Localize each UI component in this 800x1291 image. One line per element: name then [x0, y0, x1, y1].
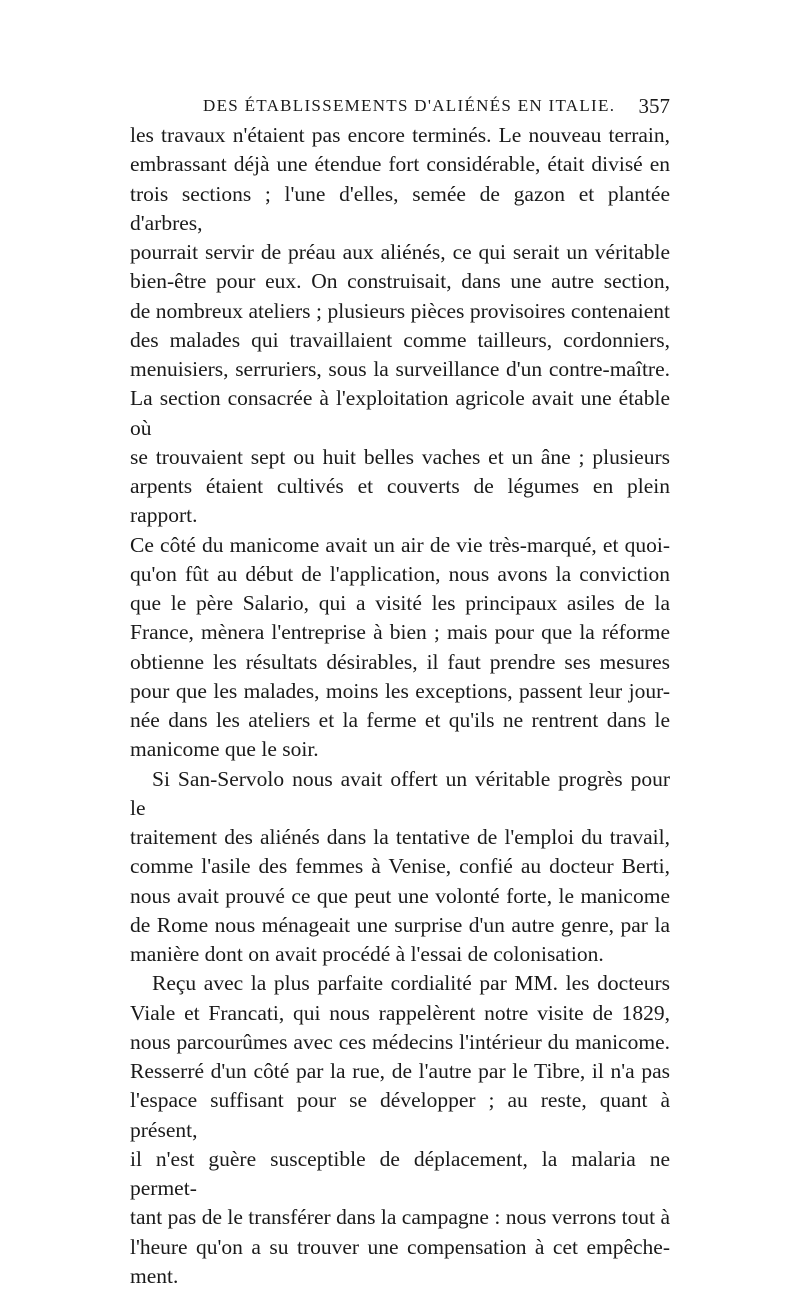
paragraph-3-line-8: l'heure qu'on a su trouver une compensation à cet empêche-	[130, 1234, 670, 1259]
paragraph-2-line-6: manière dont on avait procédé à l'essai de colonisation.	[130, 942, 604, 966]
paragraph-1-line-9: La section consacrée à l'exploitation agricole avait une étable où	[130, 386, 670, 440]
paragraph-1-line-13: qu'on fût au début de l'application, nous avons la conviction	[130, 561, 670, 586]
paragraph-1-line-19: manicome que le soir.	[130, 737, 319, 762]
page-number: 357	[638, 94, 670, 118]
paragraph-1-line-5: bien-être pour eux. On construisait, dans une autre section,	[130, 269, 670, 294]
paragraph-3-line-1: Reçu avec la plus parfaite cordialité par MM. les docteurs	[152, 971, 670, 996]
paragraph-3-line-5: l'espace suffisant pour se développer ; au reste, quant à présent,	[130, 1088, 670, 1142]
paragraph-3-line-2: Viale et Francati, qui nous rappelèrent notre visite de 1829,	[130, 1000, 670, 1025]
paragraph-1-line-3: trois sections ; l'une d'elles, semée de gazon et plantée d'arbres,	[130, 181, 670, 235]
body-text	[130, 121, 670, 1291]
paragraph-1-line-12: Ce côté du manicome avait un air de vie très-marqué, et quoi-	[130, 532, 670, 557]
paragraph-1-line-1: les travaux n'étaient pas encore terminés. Le nouveau terrain,	[130, 123, 670, 147]
running-head	[130, 91, 670, 121]
paragraph-1-line-17: pour que les malades, moins les exceptions, passent leur jour-	[130, 678, 670, 703]
paragraph-1-line-8: menuisiers, serruriers, sous la surveillance d'un contre-maître.	[130, 357, 670, 381]
paragraph-3-line-9: ment.	[130, 1263, 179, 1288]
paragraph-1-line-10: se trouvaient sept ou huit belles vaches et un âne ; plusieurs	[130, 444, 670, 469]
paragraph-2-line-2: traitement des aliénés dans la tentative de l'emploi du travail,	[130, 825, 670, 849]
paragraph-3-line-7: tant pas de le transférer dans la campagne : nous verrons tout à	[130, 1205, 670, 1230]
paragraph-1-line-14: que le père Salario, qui a visité les principaux asiles de la	[130, 591, 670, 615]
paragraph-1-line-4: pourrait servir de préau aux aliénés, ce qui serait un véritable	[130, 240, 670, 264]
running-title: DES ÉTABLISSEMENTS D'ALIÉNÉS EN ITALIE.	[203, 96, 616, 115]
paragraph-2-line-5: de Rome nous ménageait une surprise d'un autre genre, par la	[130, 912, 670, 937]
paragraph-3-line-6: il n'est guère susceptible de déplacement, la malaria ne permet-	[130, 1146, 670, 1200]
paragraph-1-line-7: des malades qui travaillaient comme tailleurs, cordonniers,	[130, 327, 670, 352]
paragraph-1-line-2: embrassant déjà une étendue fort considérable, était divisé en	[130, 152, 670, 177]
paragraph-2-line-1: Si San-Servolo nous avait offert un véritable progrès pour le	[130, 766, 670, 820]
paragraph-3-line-3: nous parcourûmes avec ces médecins l'intérieur du manicome.	[130, 1029, 670, 1054]
paragraph-1-line-6: de nombreux ateliers ; plusieurs pièces provisoires contenaient	[130, 298, 670, 323]
paragraph-1-line-18: née dans les ateliers et la ferme et qu'ils ne rentrent dans le	[130, 708, 670, 732]
paragraph-3-line-4: Resserré d'un côté par la rue, de l'autre par le Tibre, il n'a pas	[130, 1059, 670, 1083]
paragraph-1-line-11: arpents étaient cultivés et couverts de légumes en plein rapport.	[130, 474, 670, 528]
paragraph-1-line-16: obtienne les résultats désirables, il faut prendre ses mesures	[130, 649, 670, 674]
paragraph-2-line-4: nous avait prouvé ce que peut une volonté forte, le manicome	[130, 883, 670, 908]
paragraph-2-line-3: comme l'asile des femmes à Venise, confié au docteur Berti,	[130, 854, 670, 879]
paragraph-1-line-15: France, mènera l'entreprise à bien ; mais pour que la réforme	[130, 620, 670, 645]
